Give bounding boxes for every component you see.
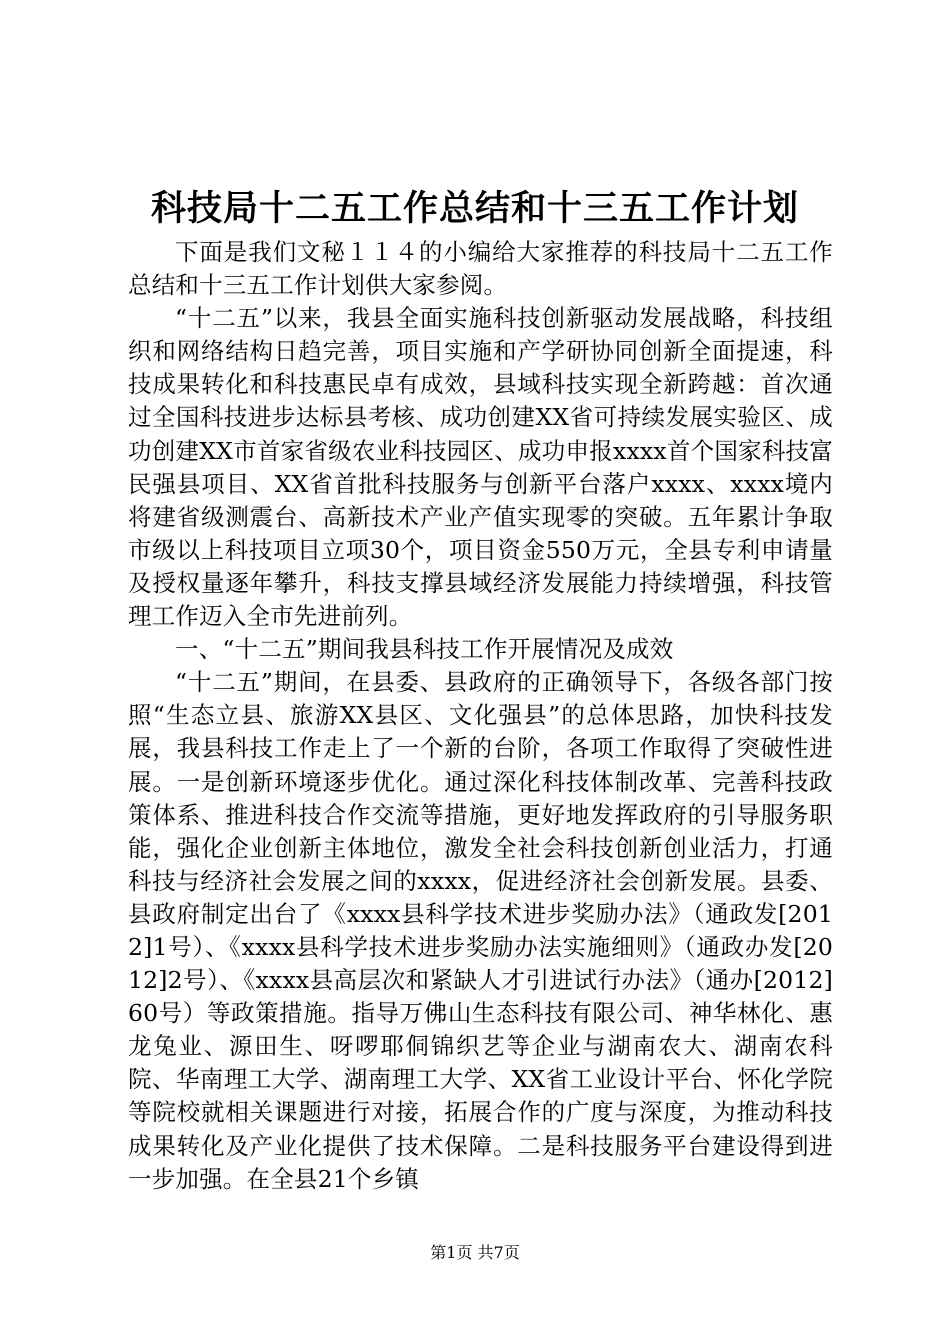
section-paragraph: “十二五”期间，在县委、县政府的正确领导下，各级各部门按照“生态立县、旅游XX县区、文化强县”的总体思路，加快科技发展，我县科技工作走上了一个新的台阶，各项工作取得了突破性进展。一是创新环境逐步优化。通过深化科技体制改革、完善科技政策体系、推进科技合作交流等措施，更好地发挥政府的引导服务职能，强化企业创新主体地位，激发全社会科技创新创业活力，打通科技与经济社会发展之间的xxxx，促进经济社会创新发展。县委、县政府制定出台了《xxxx县科学技术进步奖励办法》（通政发[2012]1号）、《xxxx县科学技术进步奖励办法实施细则》（通政办发[2012]2号）、《xxxx县高层次和紧缺人才引进试行办法》（通办[2012]60号）等政策措施。指导万佛山生态科技有限公司、神华林化、惠龙兔业、源田生、呀啰耶侗锦织艺等企业与湖南农大、湖南农科院、华南理工大学、湖南理工大学、XX省工业设计平台、怀化学院等院校就相关课题进行对接，拓展合作的广度与深度，为推动科技成果转化及产业化提供了技术保障。二是科技服务平台建设得到进一步加强。在全县21个乡镇 xyxy=(128,668,833,1193)
section-heading: 一、“十二五”期间我县科技工作开展情况及成效 xyxy=(175,635,674,664)
intro-paragraph: 下面是我们文秘１１４的小编给大家推荐的科技局十二五工作总结和十三五工作计划供大家参阅。 xyxy=(128,238,833,300)
page-footer: 第1页 共7页 xyxy=(430,1243,520,1262)
overview-paragraph: “十二五”以来，我县全面实施科技创新驱动发展战略，科技组织和网络结构日趋完善，项目实施和产学研协同创新全面提速，科技成果转化和科技惠民卓有成效，县域科技实现全新跨越：首次通过全国科技进步达标县考核、成功创建XX省可持续发展实验区、成功创建XX市首家省级农业科技园区、成功申报xxxx首个国家科技富民强县项目、XX省首批科技服务与创新平台落户xxxx、xxxx境内将建省级测震台、高新技术产业产值实现零的突破。五年累计争取市级以上科技项目立项30个，项目资金550万元，全县专利申请量及授权量逐年攀升，科技支撑县域经济发展能力持续增强，科技管理工作迈入全市先进前列。 xyxy=(128,304,833,631)
document-body xyxy=(128,236,833,1196)
document-title: 科技局十二五工作总结和十三五工作计划 xyxy=(150,188,799,229)
